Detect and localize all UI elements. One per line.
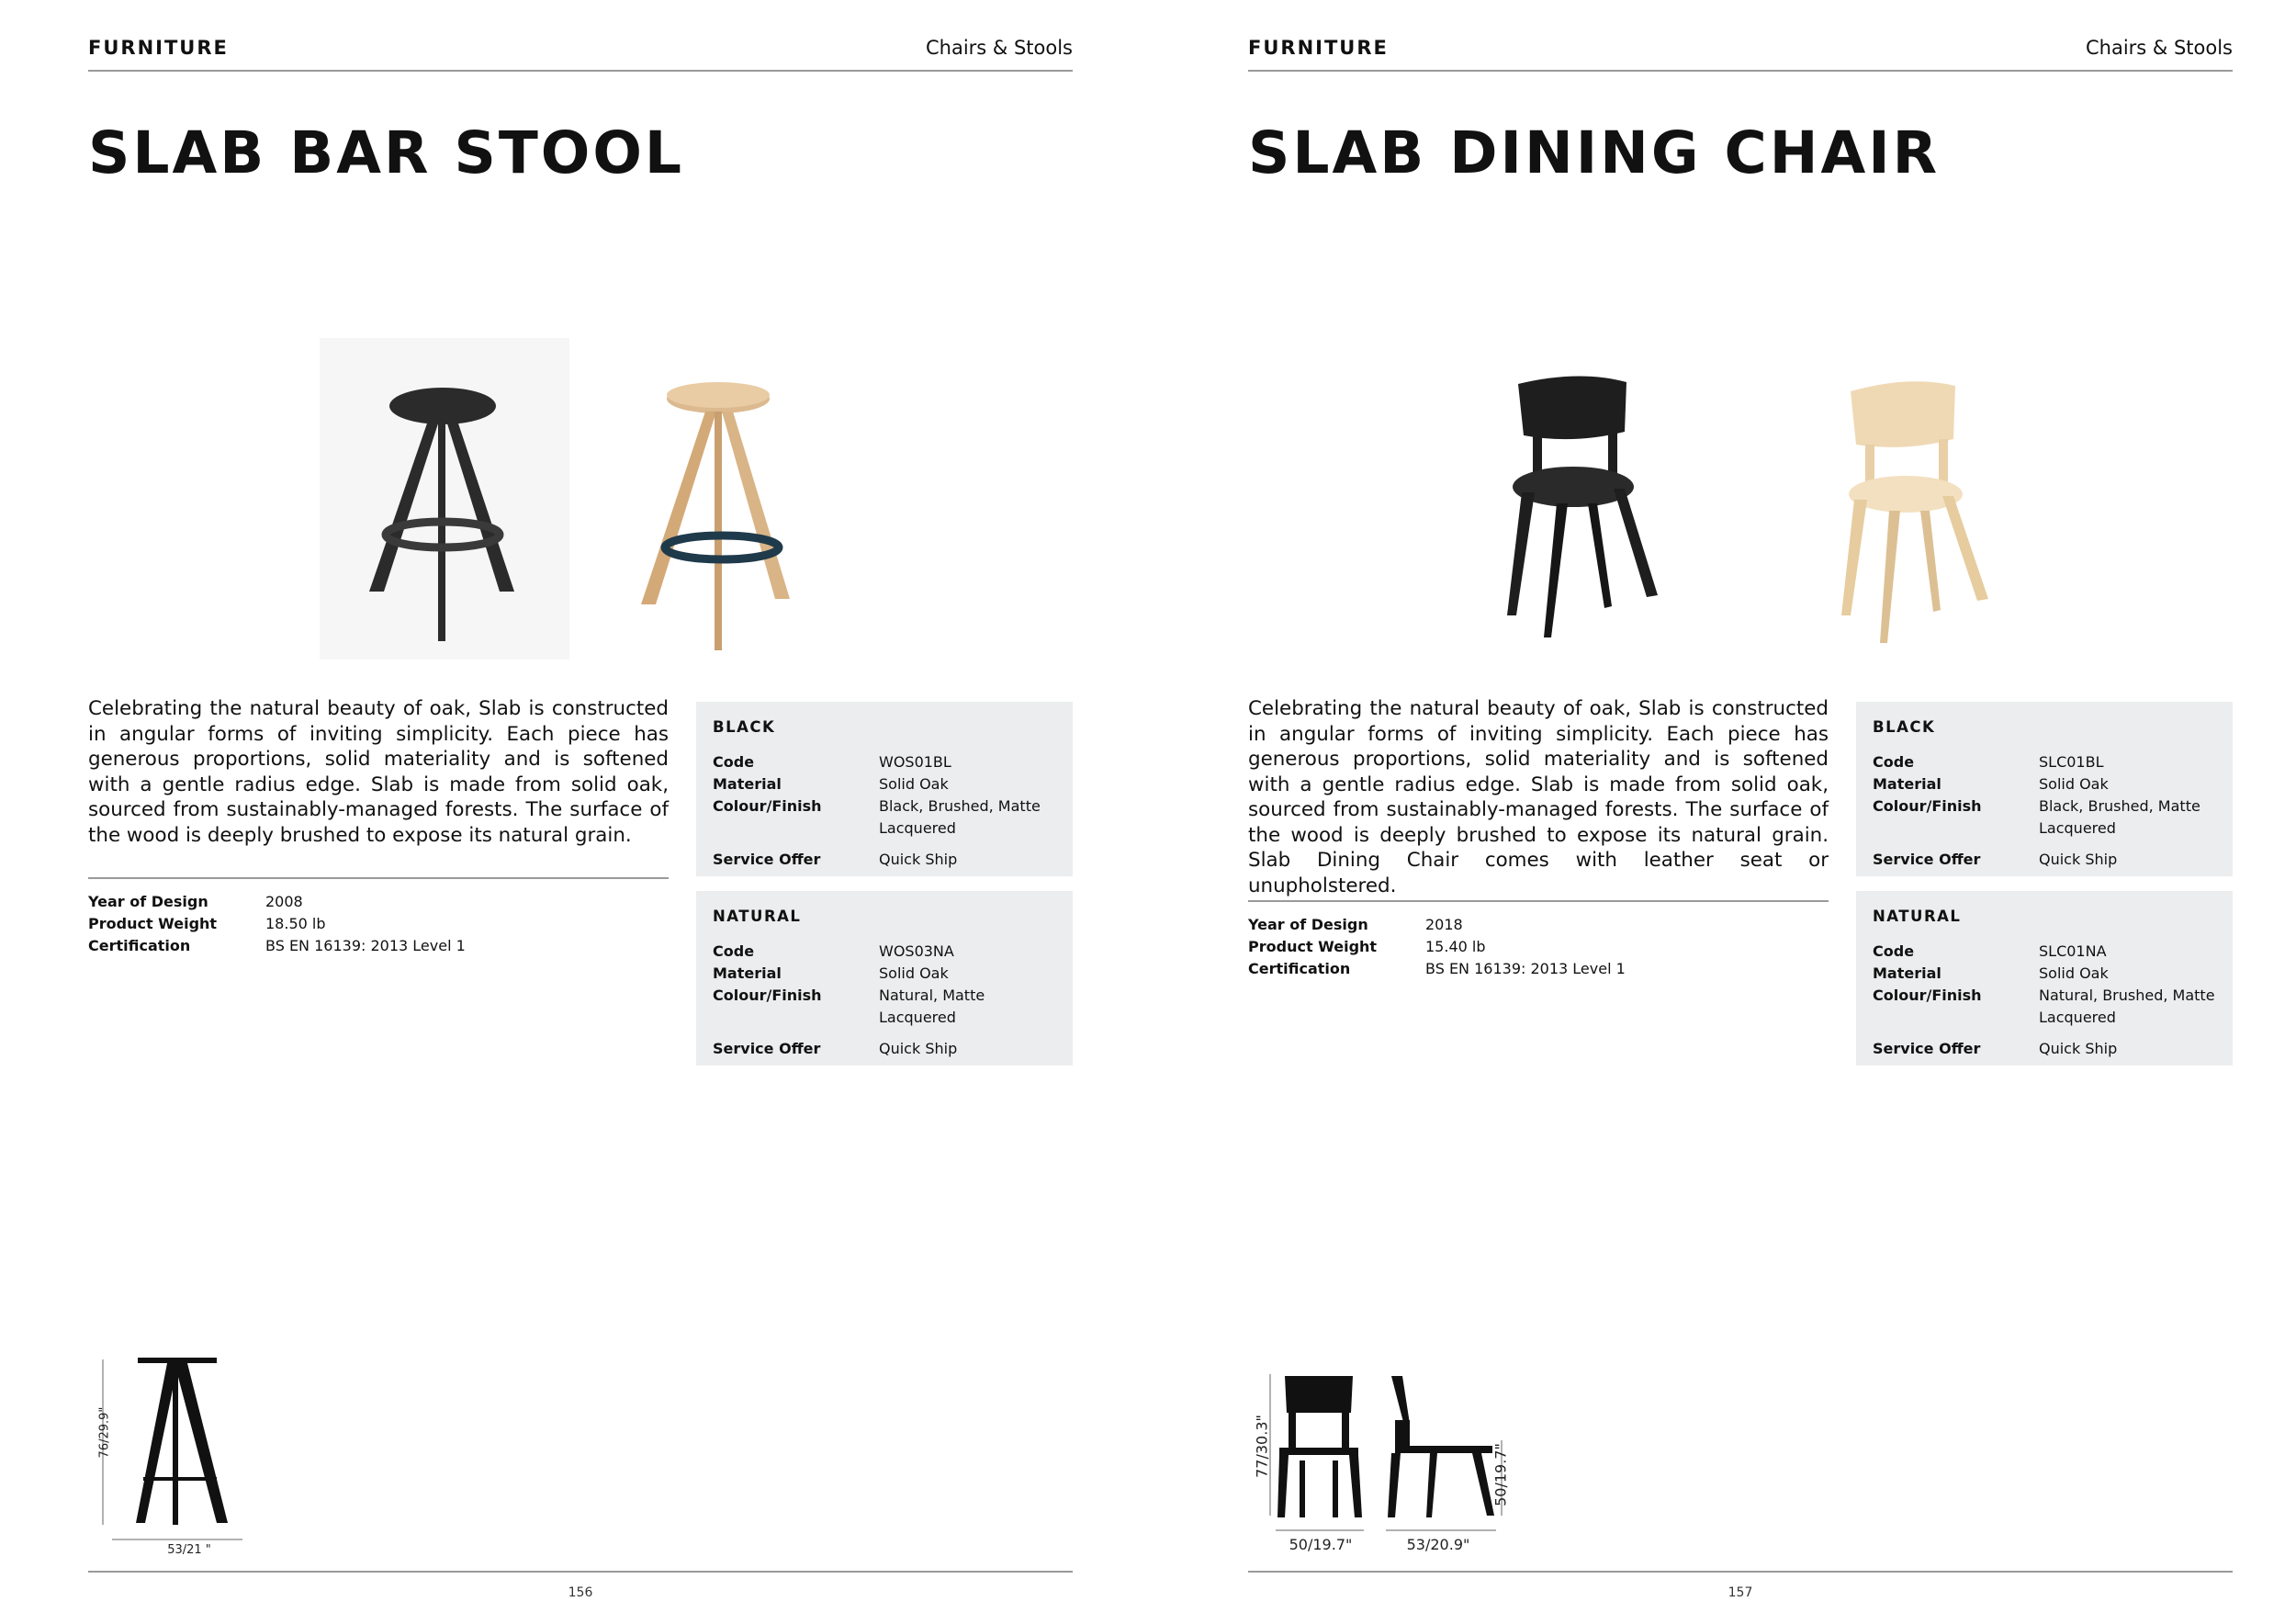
variant-finish: Black, Brushed, Matte Lacquered xyxy=(2039,797,2200,837)
bar-stool-dimension-drawing xyxy=(88,1341,272,1552)
seat-height-dimension-label: 50/19.7" xyxy=(1491,1443,1510,1506)
variant-service: Quick Ship xyxy=(879,851,958,868)
variant-finish: Natural, Matte Lacquered xyxy=(879,987,985,1026)
variant-card-black: BLACK Code WOS01BL Material Solid Oak Colour/Finish Black, Brushed, Matte Lacquered Service Offer Quick Ship xyxy=(696,702,1073,876)
variant-material: Solid Oak xyxy=(879,775,949,793)
variant-code: WOS01BL xyxy=(879,753,951,771)
depth-dimension-label: 53/20.9" xyxy=(1406,1536,1470,1553)
divider xyxy=(88,877,669,879)
variant-service: Quick Ship xyxy=(2039,1040,2118,1057)
variant-code: WOS03NA xyxy=(879,942,954,960)
product-description: Celebrating the natural beauty of oak, Slab is constructed in angular forms of inviting simplicity. Each piece has generous proportions, solid materiality and is softened with a gentle radius edge. Slab is made from solid oak, sourced from sustainably-managed forests. The surface of the wood is deeply brushed to expose its natural grain. xyxy=(88,697,669,847)
right-page xyxy=(1248,0,2233,1624)
product-facts xyxy=(88,891,669,957)
page-header xyxy=(88,35,1073,72)
variant-name: BLACK xyxy=(1873,718,1936,736)
variant-finish: Natural, Brushed, Matte Lacquered xyxy=(2039,987,2215,1026)
variant-material: Solid Oak xyxy=(2039,775,2109,793)
category-label: Chairs & Stools xyxy=(2085,37,2233,59)
fact-row: Certification BS EN 16139: 2013 Level 1 xyxy=(88,937,466,954)
height-dimension-label: 77/30.3" xyxy=(1253,1415,1271,1478)
variant-card-natural: NATURAL Code WOS03NA Material Solid Oak Colour/Finish Natural, Matte Lacquered Service Offer Quick Ship xyxy=(696,891,1073,1066)
page-header xyxy=(1248,35,2233,72)
variant-code: SLC01BL xyxy=(2039,753,2104,771)
natural-bar-stool-image xyxy=(621,338,805,660)
natural-dining-chair-image xyxy=(1818,367,2020,661)
product-title: SLAB DINING CHAIR xyxy=(1248,119,1941,186)
width-dimension-label: 50/19.7" xyxy=(1289,1536,1353,1553)
fact-row: Product Weight 18.50 lb xyxy=(88,915,326,932)
section-label: FURNITURE xyxy=(88,37,229,59)
variant-name: NATURAL xyxy=(713,908,802,925)
variant-material: Solid Oak xyxy=(879,964,949,982)
width-dimension-label: 53/21 " xyxy=(167,1543,211,1557)
variant-material: Solid Oak xyxy=(2039,964,2109,982)
variant-name: NATURAL xyxy=(1873,908,1962,925)
variant-card-black: BLACK Code SLC01BL Material Solid Oak Colour/Finish Black, Brushed, Matte Lacquered Service Offer Quick Ship xyxy=(1856,702,2233,876)
height-dimension-label: 76/29.9" xyxy=(97,1406,112,1459)
product-facts xyxy=(1248,914,1829,980)
section-label: FURNITURE xyxy=(1248,37,1389,59)
variant-name: BLACK xyxy=(713,718,776,736)
variant-service: Quick Ship xyxy=(879,1040,958,1057)
fact-row: Year of Design 2008 xyxy=(88,893,303,910)
divider xyxy=(1248,900,1829,902)
variant-finish: Black, Brushed, Matte Lacquered xyxy=(879,797,1041,837)
footer-divider xyxy=(88,1571,1073,1573)
left-page xyxy=(88,0,1073,1624)
page-number: 156 xyxy=(568,1585,593,1600)
category-label: Chairs & Stools xyxy=(925,37,1073,59)
fact-row: Certification BS EN 16139: 2013 Level 1 xyxy=(1248,960,1626,977)
black-dining-chair-image xyxy=(1478,367,1689,652)
footer-divider xyxy=(1248,1571,2233,1573)
variant-code: SLC01NA xyxy=(2039,942,2107,960)
page-number: 157 xyxy=(1728,1585,1753,1600)
product-photos xyxy=(1248,331,2233,661)
variant-service: Quick Ship xyxy=(2039,851,2118,868)
dining-chair-dimension-drawing xyxy=(1248,1369,1524,1552)
product-title: SLAB BAR STOOL xyxy=(88,119,685,186)
black-bar-stool-image xyxy=(320,338,569,660)
fact-row: Product Weight 15.40 lb xyxy=(1248,938,1486,955)
product-description: Celebrating the natural beauty of oak, Slab is constructed in angular forms of inviting simplicity. Each piece has generous proportions, solid materiality and is softened with a gentle radius edge. Slab is made from solid oak, sourced from sustainably-managed forests. The surface of the wood is deeply brushed to expose its natural grain. Slab Dining Chair comes with leather seat or unupholstered. xyxy=(1248,697,1829,897)
fact-row: Year of Design 2018 xyxy=(1248,916,1463,933)
variant-card-natural: NATURAL Code SLC01NA Material Solid Oak Colour/Finish Natural, Brushed, Matte Lacquered Service Offer Quick Ship xyxy=(1856,891,2233,1066)
product-photos xyxy=(88,331,1073,661)
